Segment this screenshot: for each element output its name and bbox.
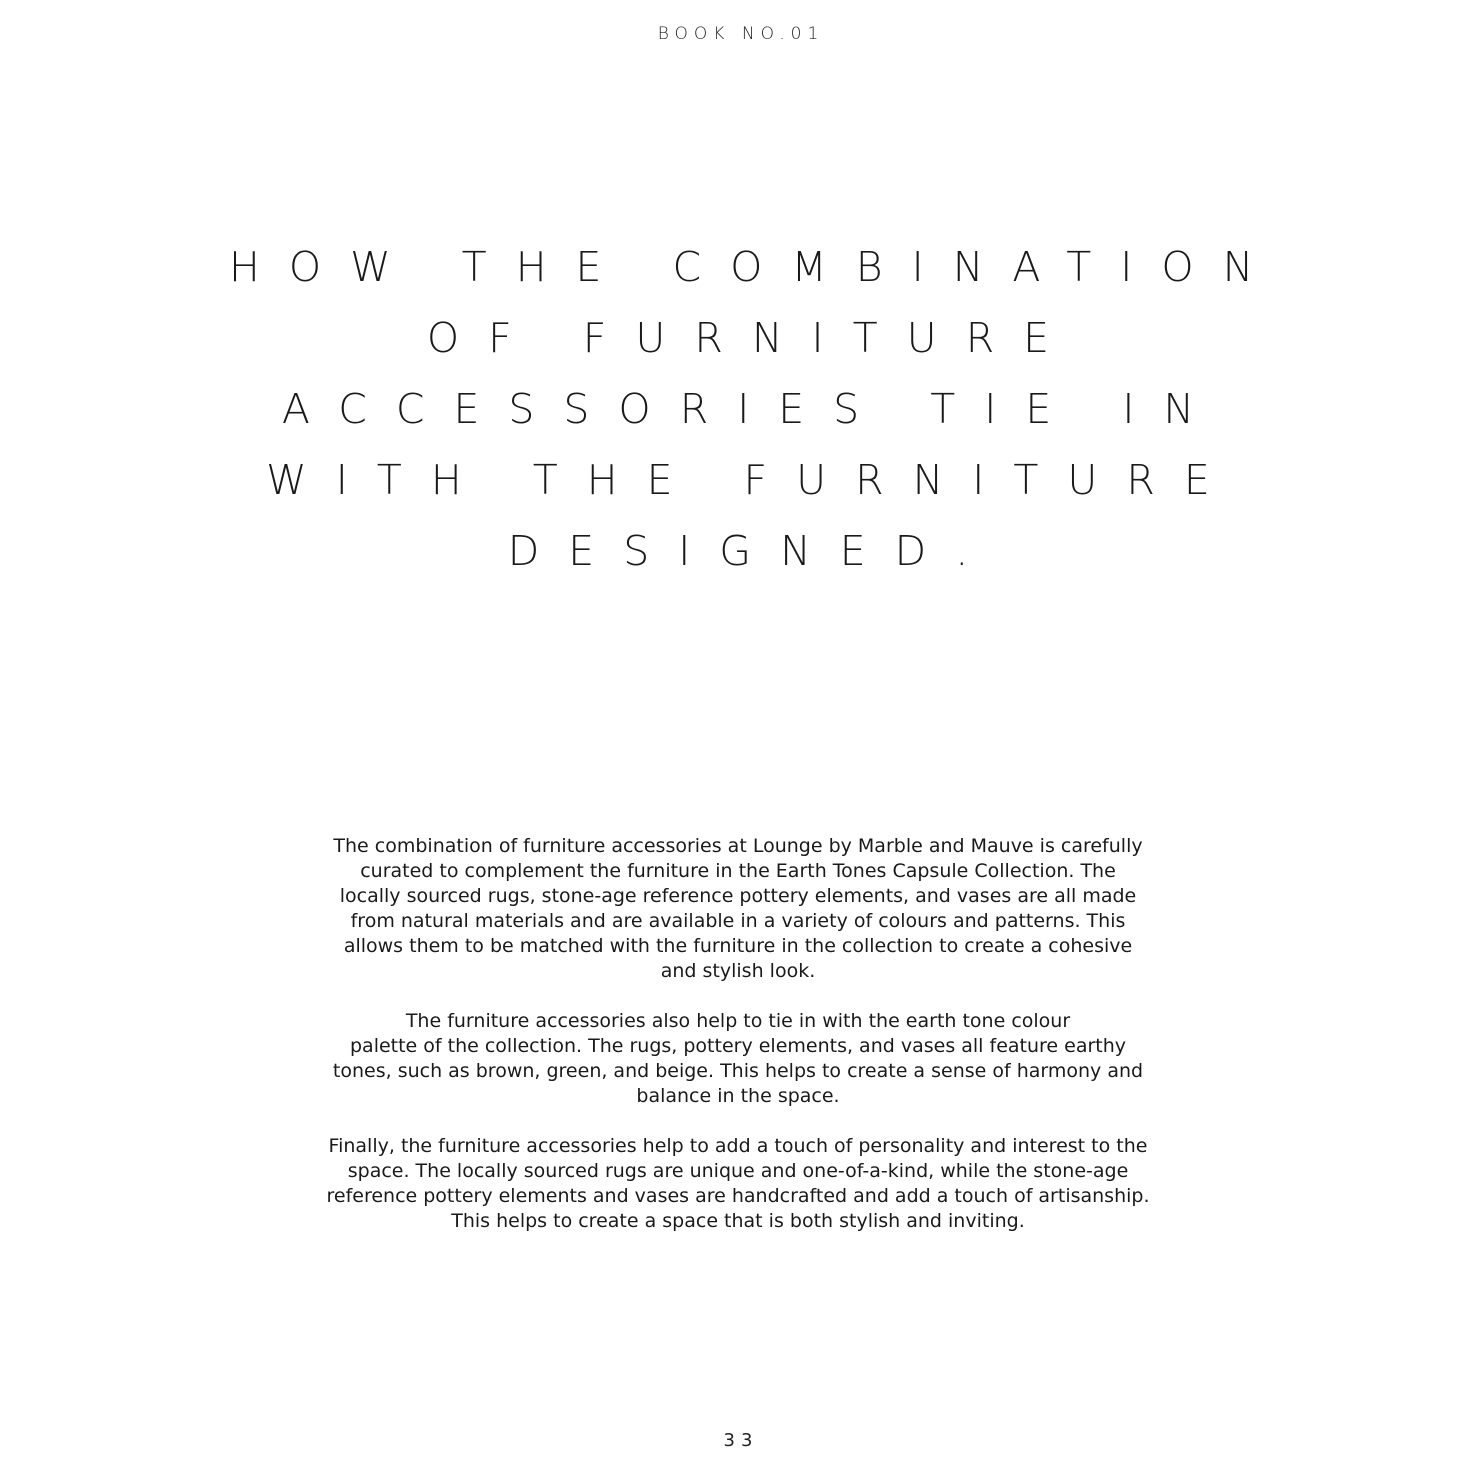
paragraph-line: locally sourced rugs, stone-age reference pottery elements, and vases are all made: [339, 885, 1137, 907]
paragraph-line: from natural materials and are available in a variety of colours and patterns. This: [350, 910, 1126, 932]
paragraph-palette: [300, 1009, 1176, 1109]
paragraph-line: The furniture accessories also help to tie in with the earth tone colour: [405, 1010, 1071, 1032]
page-number: 33: [723, 1430, 759, 1451]
paragraph-line: palette of the collection. The rugs, pottery elements, and vases all feature earthy: [349, 1035, 1127, 1057]
paragraph-line: and stylish look.: [660, 960, 816, 982]
paragraph-line: The combination of furniture accessories at Lounge by Marble and Mauve is carefully: [333, 835, 1143, 857]
headline-line: HOW THE COMBINATION: [229, 243, 1283, 291]
running-header: BOOK NO.01: [657, 24, 825, 44]
paragraph-line: space. The locally sourced rugs are unique and one-of-a-kind, while the stone-age: [347, 1160, 1129, 1182]
paragraph-line: Finally, the furniture accessories help to add a touch of personality and interest to the: [328, 1135, 1148, 1157]
headline: [200, 232, 1283, 587]
headline-line: WITH THE FURNITURE: [266, 456, 1239, 504]
paragraph-line: balance in the space.: [636, 1085, 840, 1107]
paragraph-line: tones, such as brown, green, and beige. This helps to create a sense of harmony and: [332, 1060, 1144, 1082]
paragraph-line: reference pottery elements and vases are handcrafted and add a touch of artisanship.: [326, 1185, 1150, 1207]
headline-line: DESIGNED.: [507, 527, 998, 575]
paragraph-line: allows them to be matched with the furniture in the collection to create a cohesive: [343, 935, 1133, 957]
body-copy: [300, 834, 1176, 1259]
headline-line: OF FURNITURE: [426, 314, 1079, 362]
paragraph-line: curated to complement the furniture in the Earth Tones Capsule Collection. The: [360, 860, 1116, 882]
headline-line: ACCESSORIES TIE IN: [281, 385, 1224, 433]
paragraph-intro: [300, 834, 1176, 984]
paragraph-line: This helps to create a space that is both stylish and inviting.: [451, 1210, 1025, 1232]
paragraph-personality: [300, 1134, 1176, 1234]
